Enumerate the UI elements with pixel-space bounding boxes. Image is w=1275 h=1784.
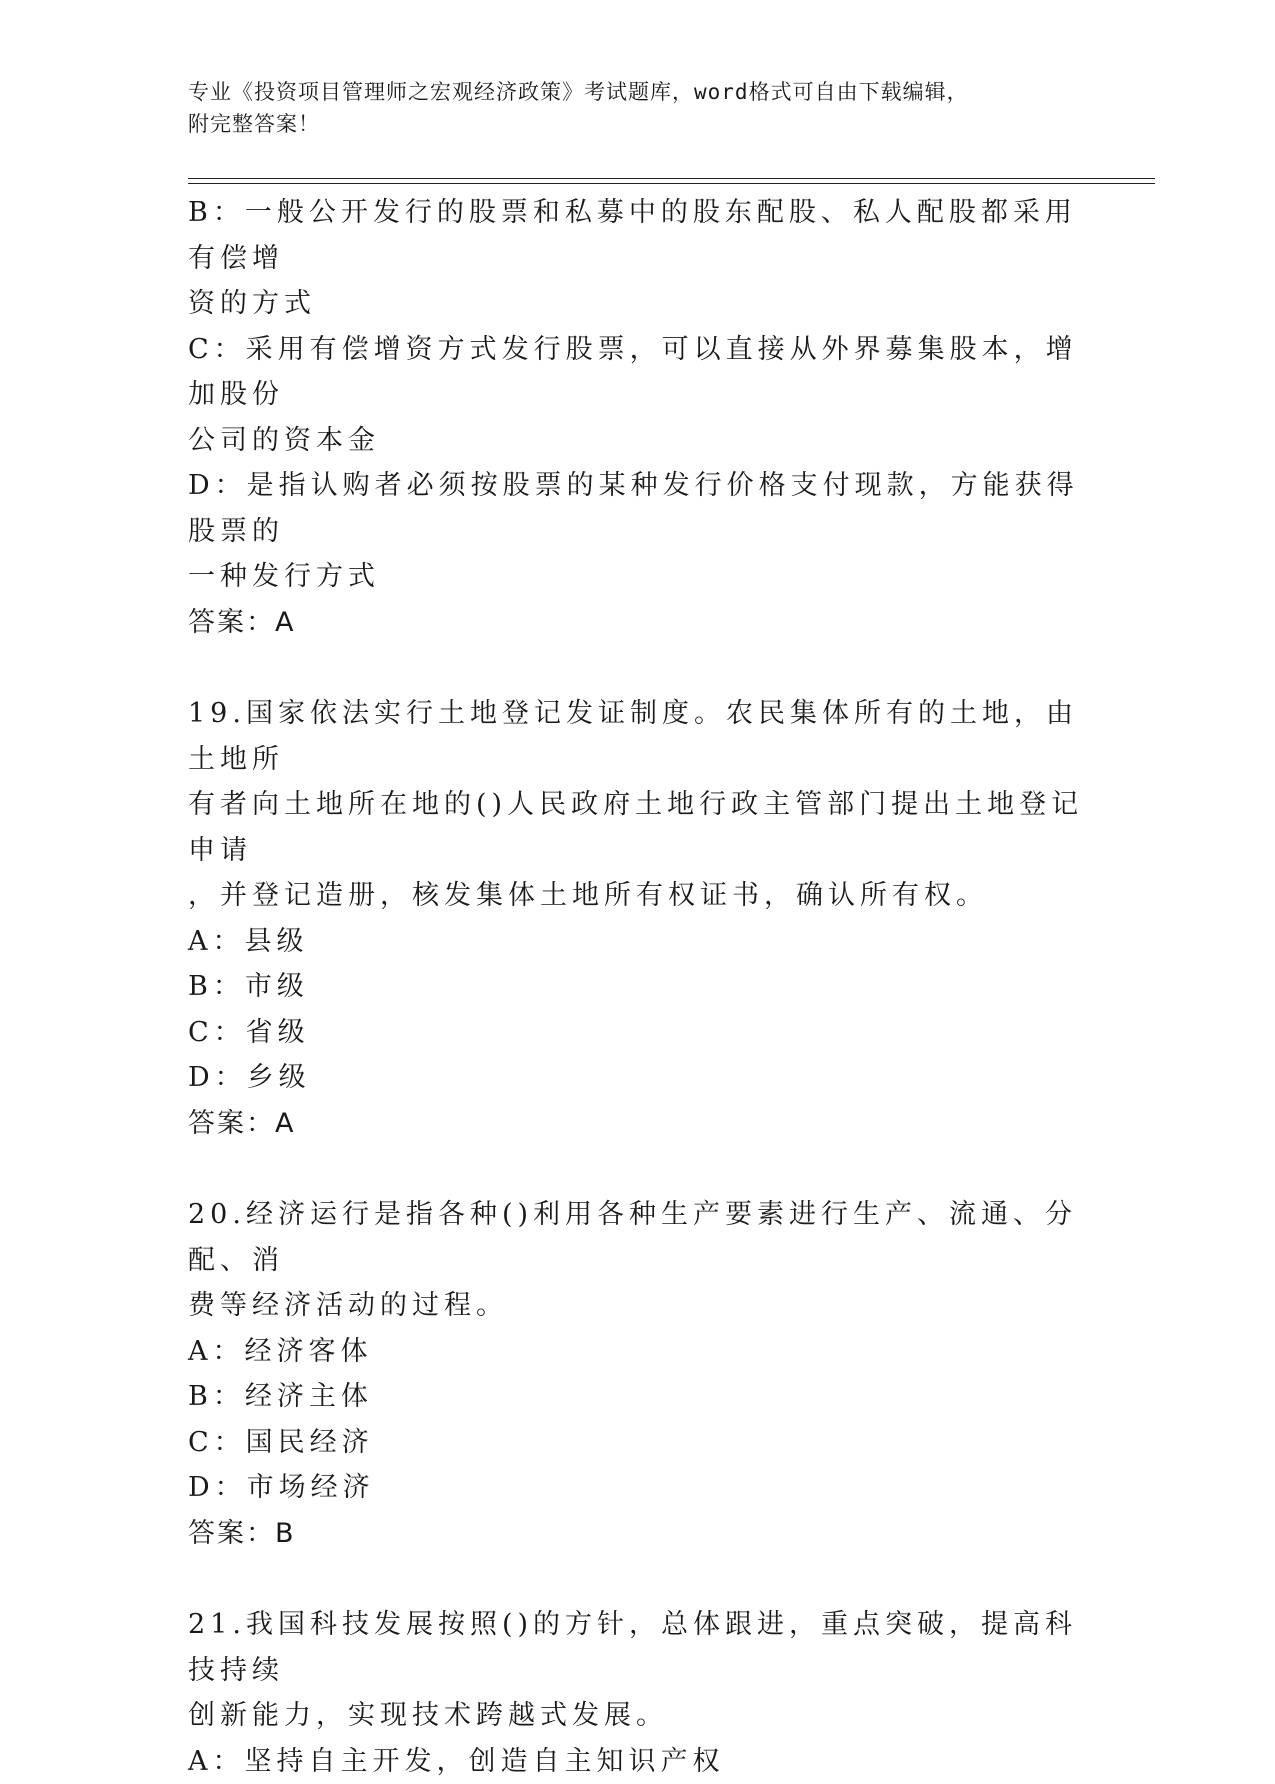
question-stem-line: 有者向土地所在地的()人民政府土地行政主管部门提出土地登记申请 bbox=[188, 782, 1088, 873]
question-stem-line: ，并登记造册，核发集体土地所有权证书，确认所有权。 bbox=[188, 873, 1088, 919]
option-a: A：县级 bbox=[188, 919, 1088, 965]
header-double-rule bbox=[188, 178, 1155, 184]
option-line: 公司的资本金 bbox=[188, 418, 1088, 464]
option-b: B：市级 bbox=[188, 964, 1088, 1010]
option-line: D：是指认购者必须按股票的某种发行价格支付现款，方能获得股票的 bbox=[188, 463, 1088, 554]
option-a: A：经济客体 bbox=[188, 1329, 1088, 1375]
option-a: A：坚持自主开发，创造自主知识产权 bbox=[188, 1739, 1088, 1784]
option-line: 资的方式 bbox=[188, 281, 1088, 327]
option-c: C：国民经济 bbox=[188, 1420, 1088, 1466]
document-body bbox=[188, 190, 1088, 1784]
header-text-line-1: 专业《投资项目管理师之宏观经济政策》考试题库，word格式可自由下载编辑， bbox=[188, 76, 1088, 108]
option-line: 一种发行方式 bbox=[188, 554, 1088, 600]
question-stem-line: 19.国家依法实行土地登记发证制度。农民集体所有的土地，由土地所 bbox=[188, 691, 1088, 782]
option-b bbox=[188, 190, 1088, 327]
option-d: D：乡级 bbox=[188, 1055, 1088, 1101]
answer-line: 答案：A bbox=[188, 1101, 1088, 1147]
question-20 bbox=[188, 1192, 1088, 1556]
option-d: D：市场经济 bbox=[188, 1465, 1088, 1511]
option-b: B：经济主体 bbox=[188, 1374, 1088, 1420]
option-line: B：一般公开发行的股票和私募中的股东配股、私人配股都采用有偿增 bbox=[188, 190, 1088, 281]
question-19 bbox=[188, 691, 1088, 1146]
option-d bbox=[188, 463, 1088, 600]
question-stem-line: 21.我国科技发展按照()的方针，总体跟进，重点突破，提高科技持续 bbox=[188, 1602, 1088, 1693]
question-stem-line: 创新能力，实现技术跨越式发展。 bbox=[188, 1693, 1088, 1739]
option-c bbox=[188, 327, 1088, 464]
header-text-line-2: 附完整答案！ bbox=[188, 108, 1088, 140]
answer-line: 答案：B bbox=[188, 1511, 1088, 1557]
question-21 bbox=[188, 1602, 1088, 1784]
option-line: C：采用有偿增资方式发行股票，可以直接从外界募集股本，增加股份 bbox=[188, 327, 1088, 418]
question-stem-line: 费等经济活动的过程。 bbox=[188, 1283, 1088, 1329]
page-header bbox=[188, 76, 1088, 140]
option-c: C：省级 bbox=[188, 1010, 1088, 1056]
question-18-continuation bbox=[188, 190, 1088, 645]
answer-line: 答案：A bbox=[188, 600, 1088, 646]
question-stem-line: 20.经济运行是指各种()利用各种生产要素进行生产、流通、分配、消 bbox=[188, 1192, 1088, 1283]
